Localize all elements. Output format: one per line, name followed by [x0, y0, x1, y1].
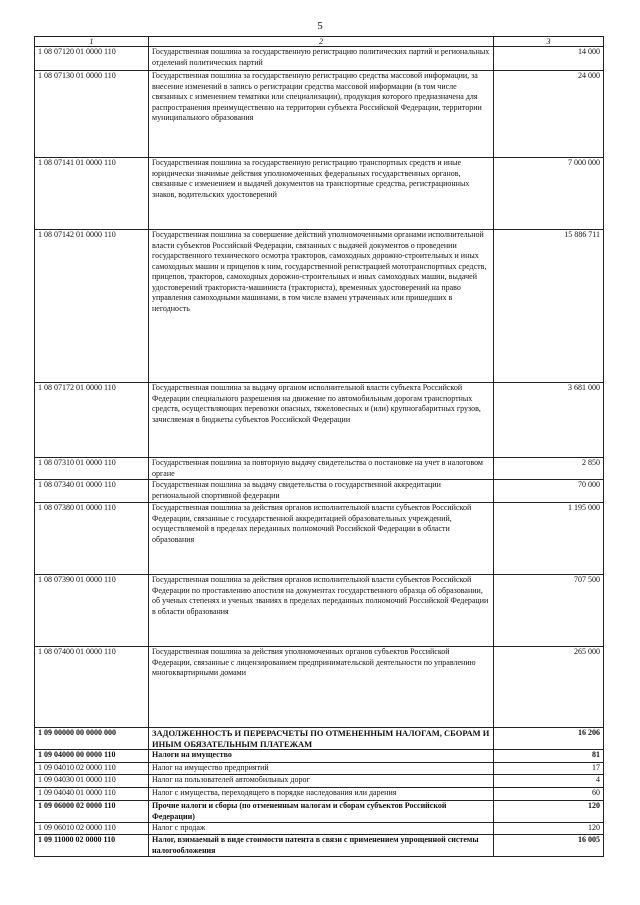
- amount: 7 000 000: [494, 158, 604, 230]
- page-number: 5: [317, 20, 323, 32]
- table-row: [35, 728, 604, 750]
- header-col-3: 3: [494, 37, 604, 47]
- amount: 265 000: [494, 647, 604, 728]
- item-description: Налог на имущество предприятий: [149, 763, 494, 775]
- budget-code: 1 09 04040 01 0000 110: [35, 788, 149, 801]
- item-description: Налог с имущества, переходящего в порядке наследования или дарения: [149, 788, 494, 801]
- table-row: [35, 503, 604, 575]
- amount: 1 195 000: [494, 503, 604, 575]
- amount: 17: [494, 763, 604, 775]
- item-description: Государственная пошлина за повторную выдачу свидетельства о постановке на учет в налоговом органе: [149, 458, 494, 480]
- budget-code: 1 08 07130 01 0000 110: [35, 71, 149, 158]
- table-row: [35, 458, 604, 480]
- budget-code: 1 09 00000 00 0000 000: [35, 728, 149, 750]
- table-row: [35, 801, 604, 823]
- item-description: Государственная пошлина за действия уполномоченных органов субъектов Российской Федерации, связанные с лицензированием предпринимательской деятельности по управлению многоквартирными домами: [149, 647, 494, 728]
- amount: 120: [494, 801, 604, 823]
- budget-code: 1 09 11000 02 0000 110: [35, 835, 149, 857]
- budget-code: 1 08 07400 01 0000 110: [35, 647, 149, 728]
- amount: 15 886 711: [494, 230, 604, 383]
- table-row: [35, 647, 604, 728]
- budget-code: 1 09 06010 02 0000 110: [35, 823, 149, 835]
- table-row: [35, 823, 604, 835]
- item-description: Прочие налоги и сборы (по отмененным налогам и сборам субъектов Российской Федерации): [149, 801, 494, 823]
- budget-code: 1 09 04030 01 0000 110: [35, 775, 149, 788]
- table-row: [35, 575, 604, 647]
- amount: 16 005: [494, 835, 604, 857]
- amount: 24 000: [494, 71, 604, 158]
- budget-code: 1 08 07141 01 0000 110: [35, 158, 149, 230]
- item-description: Государственная пошлина за государственную регистрацию политических партий и региональных отделений политических партий: [149, 47, 494, 71]
- budget-code: 1 08 07310 01 0000 110: [35, 458, 149, 480]
- table-row: [35, 775, 604, 788]
- budget-code: 1 08 07172 01 0000 110: [35, 383, 149, 458]
- item-description: Государственная пошлина за действия органов исполнительной власти субъектов Российской Федерации, связанные с государственной аккредитацией образовательных учреждений, осуществляемой в пределах переданных полномочий Российской Федерации в области образования: [149, 503, 494, 575]
- table-row: [35, 788, 604, 801]
- table-row: [35, 835, 604, 857]
- item-description: Государственная пошлина за действия органов исполнительной власти субъектов Российской Федерации по проставлению апостиля на документах государственного образца об образовании, об ученых степенях и ученых званиях в пределах переданных полномочий Российской Федерации в области образования: [149, 575, 494, 647]
- amount: 120: [494, 823, 604, 835]
- budget-code: 1 09 04010 02 0000 110: [35, 763, 149, 775]
- budget-code: 1 08 07142 01 0000 110: [35, 230, 149, 383]
- item-description: Налог, взимаемый в виде стоимости патента в связи с применением упрощенной системы налогообложения: [149, 835, 494, 857]
- amount: 4: [494, 775, 604, 788]
- amount: 14 000: [494, 47, 604, 71]
- table-row: [35, 383, 604, 458]
- budget-code: 1 08 07340 01 0000 110: [35, 480, 149, 503]
- table-row: [35, 158, 604, 230]
- amount: 60: [494, 788, 604, 801]
- table-row: [35, 47, 604, 71]
- table-row: [35, 750, 604, 763]
- header-row: [35, 37, 604, 47]
- budget-code: 1 08 07390 01 0000 110: [35, 575, 149, 647]
- item-description: Государственная пошлина за государственную регистрацию транспортных средств и иные юридически значимые действия уполномоченных федеральных государственных органов, связанные с изменением и выдачей документов на транспортные средства, регистрационных знаков, водительских удостоверений: [149, 158, 494, 230]
- header-col-2: 2: [149, 37, 494, 47]
- amount: 70 000: [494, 480, 604, 503]
- amount: 2 850: [494, 458, 604, 480]
- budget-code: 1 09 06000 02 0000 110: [35, 801, 149, 823]
- item-description: Налог с продаж: [149, 823, 494, 835]
- item-description: Государственная пошлина за выдачу свидетельства о государственной аккредитации региональной спортивной федерации: [149, 480, 494, 503]
- header-col-1: 1: [35, 37, 149, 47]
- item-description: Государственная пошлина за государственную регистрацию средства массовой информации, за внесение изменений в запись о регистрации средства массовой информации (в том числе связанных с изменением тематики или специализации), продукция которого предназначена для распространения преимущественно на территории субъекта Российской Федерации, территории муниципального образования: [149, 71, 494, 158]
- table-row: [35, 480, 604, 503]
- amount: 3 681 000: [494, 383, 604, 458]
- budget-table: [34, 36, 604, 857]
- budget-code: 1 08 07380 01 0000 110: [35, 503, 149, 575]
- item-description: Налоги на имущество: [149, 750, 494, 763]
- amount: 81: [494, 750, 604, 763]
- amount: 16 206: [494, 728, 604, 750]
- item-description: ЗАДОЛЖЕННОСТЬ И ПЕРЕРАСЧЕТЫ ПО ОТМЕНЕННЫМ НАЛОГАМ, СБОРАМ И ИНЫМ ОБЯЗАТЕЛЬНЫМ ПЛАТЕЖАМ: [149, 728, 494, 750]
- item-description: Налог на пользователей автомобильных дорог: [149, 775, 494, 788]
- budget-code: 1 09 04000 00 0000 110: [35, 750, 149, 763]
- table-row: [35, 230, 604, 383]
- table-row: [35, 71, 604, 158]
- amount: 707 500: [494, 575, 604, 647]
- item-description: Государственная пошлина за выдачу органом исполнительной власти субъекта Российской Федерации специального разрешения на движение по автомобильным дорогам транспортных средств, осуществляющих перевозки опасных, тяжеловесных и (или) крупногабаритных грузов, зачисляемая в бюджеты субъектов Российской Федерации: [149, 383, 494, 458]
- item-description: Государственная пошлина за совершение действий уполномоченными органами исполнительной власти субъектов Российской Федерации, связанных с выдачей документов о проведении государственного технического осмотра тракторов, самоходных дорожно-строительных и иных самоходных машин и прицепов к ним, государственной регистрацией мототранспортных средств, прицепов, тракторов, самоходных дорожно-строительных и иных самоходных машин, выдачей удостоверений тракториста-машиниста (тракториста), временных удостоверений на право управления самоходными машинами, в том числе взамен утраченных или пришедших в негодность: [149, 230, 494, 383]
- budget-code: 1 08 07120 01 0000 110: [35, 47, 149, 71]
- table-row: [35, 763, 604, 775]
